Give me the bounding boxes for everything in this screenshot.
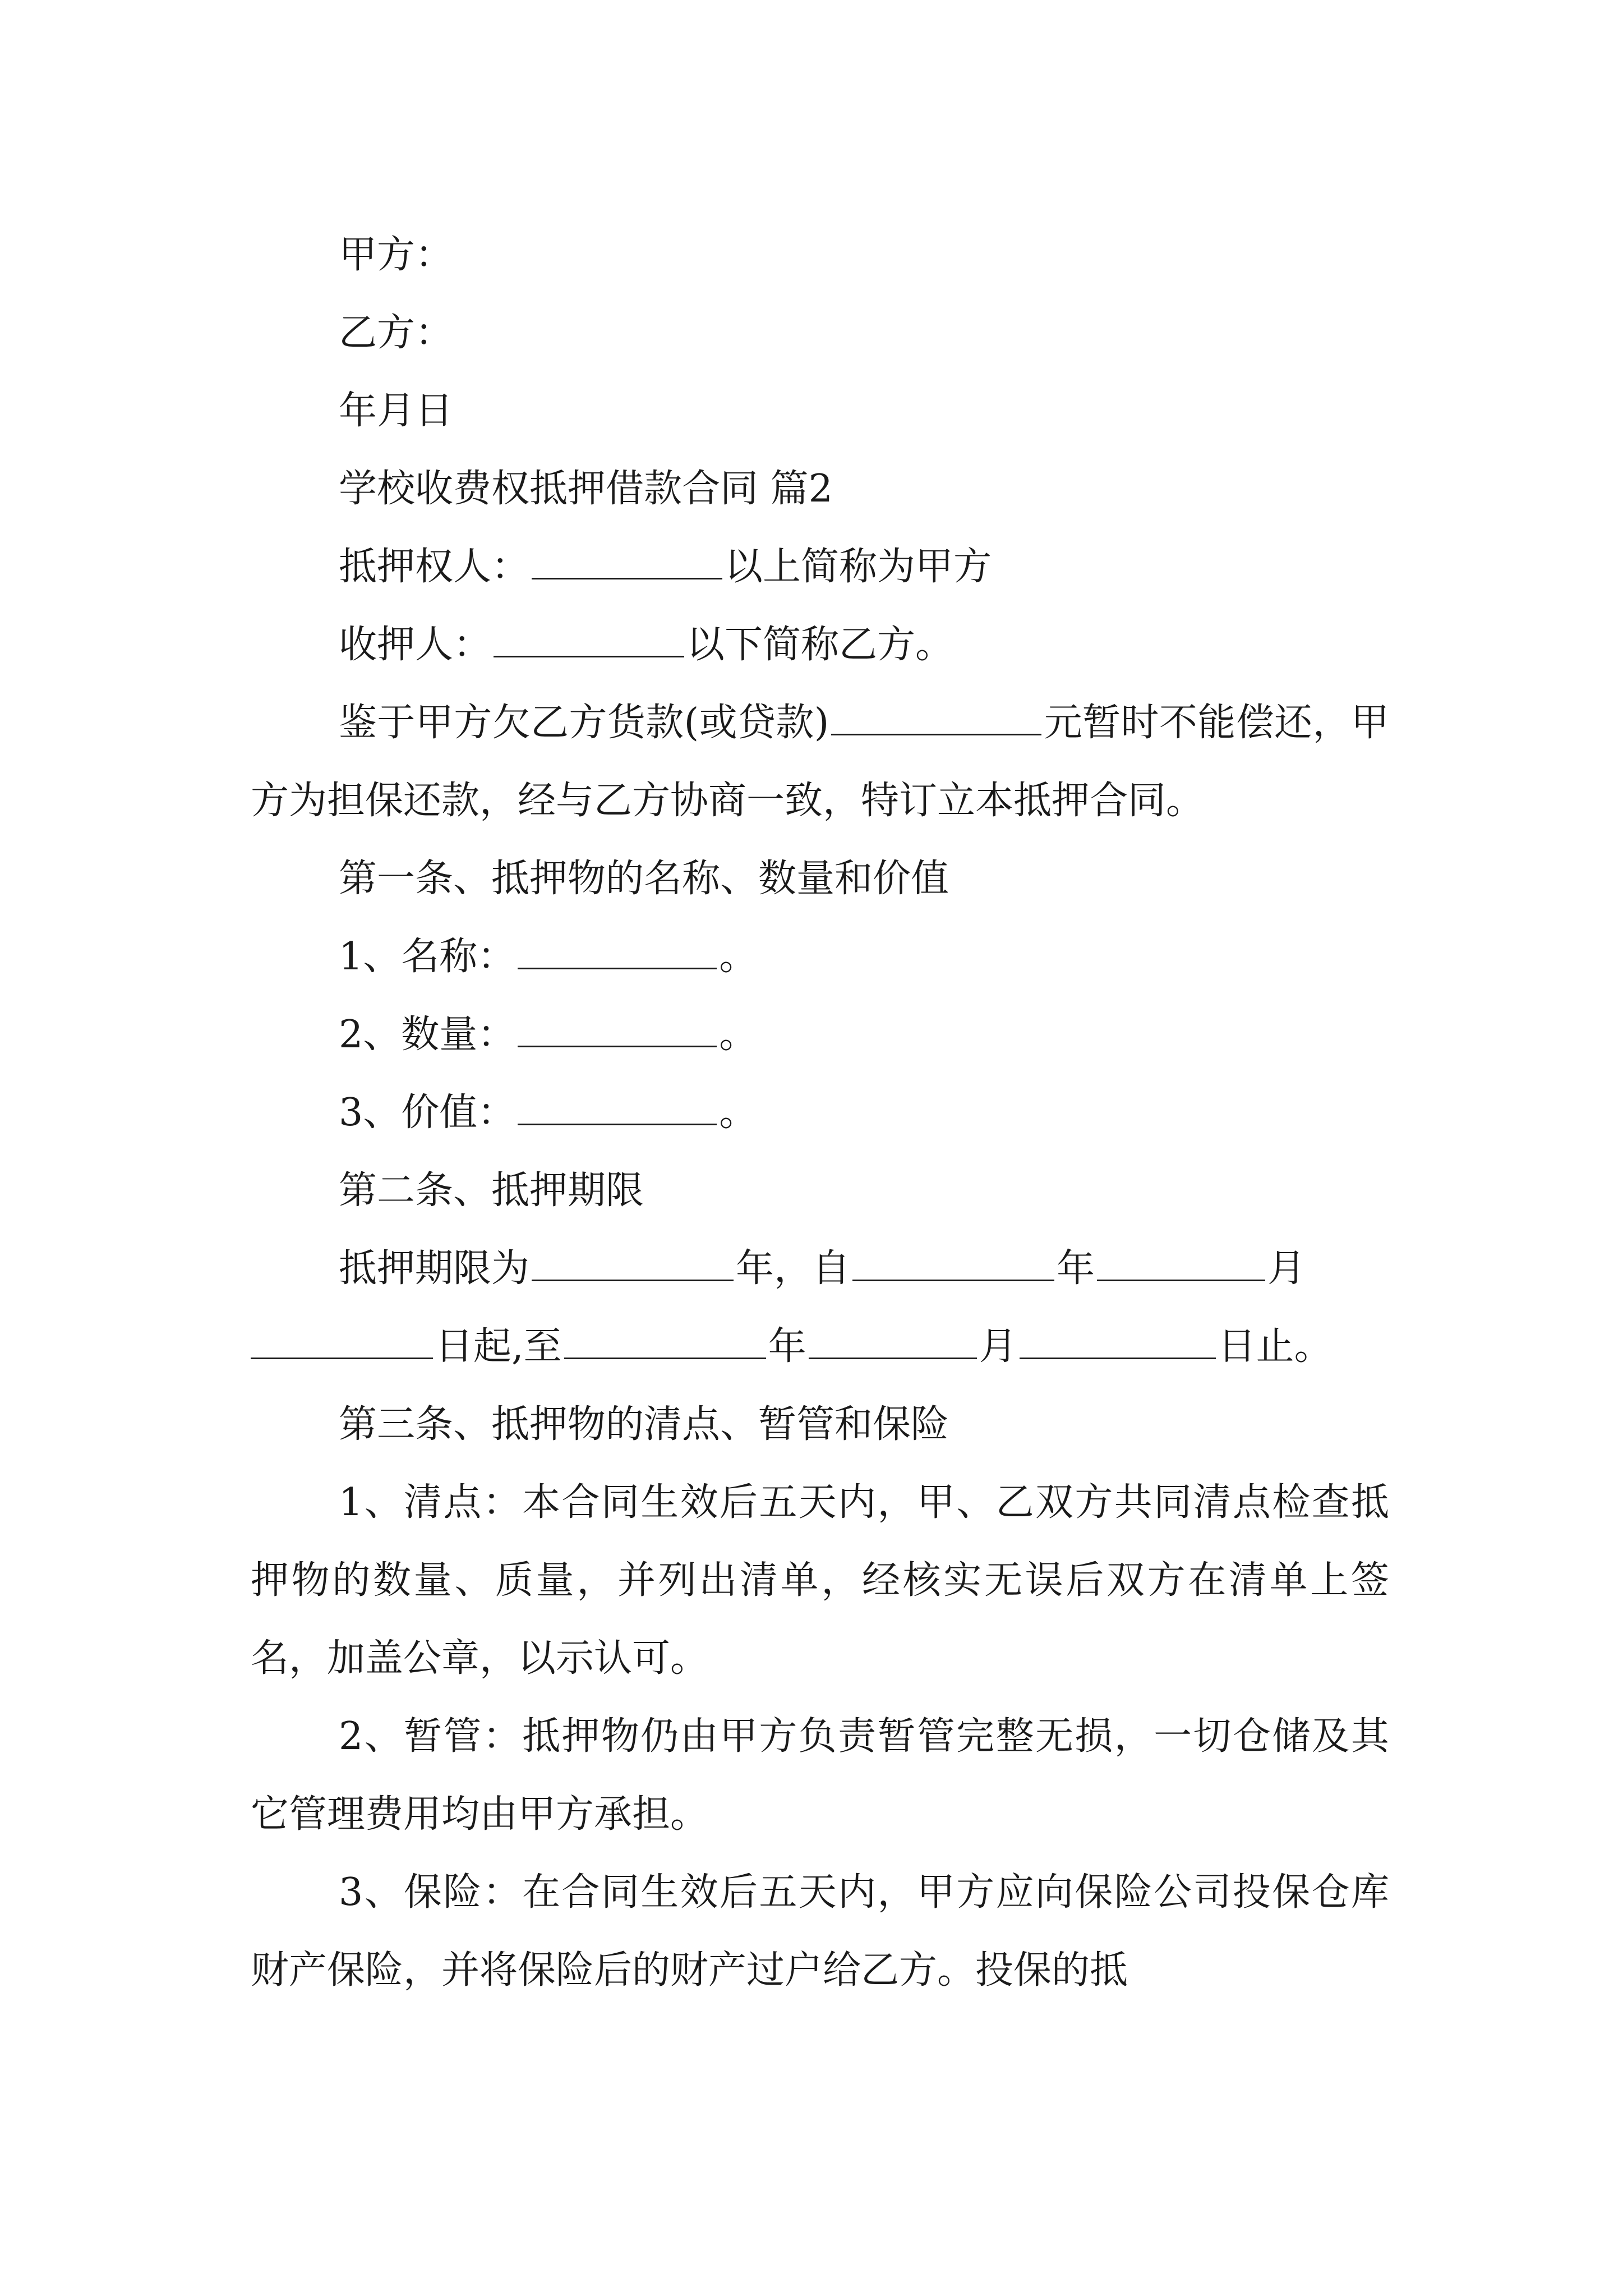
pledgee-prefix: 收押人： <box>339 623 492 667</box>
item-value-label: 3、价值： <box>339 1091 516 1135</box>
item-quantity-end: 。 <box>719 1013 758 1057</box>
date-label: 年月日 <box>339 389 454 433</box>
article-1-item-quantity <box>251 996 1389 1074</box>
mortgagee-blank <box>532 545 722 579</box>
party-a-line <box>251 216 1389 294</box>
pledgee-line <box>251 606 1389 684</box>
end-year-blank <box>564 1325 766 1359</box>
contract-title-text: 学校收费权抵押借款合同 篇2 <box>339 467 833 511</box>
end-month-unit: 月 <box>979 1324 1017 1369</box>
item-name-end: 。 <box>719 935 758 979</box>
preamble-part-1: 鉴于甲方欠乙方货款(或贷款) <box>339 701 829 745</box>
item-quantity-blank <box>518 1013 717 1047</box>
party-b-line <box>251 294 1389 372</box>
start-day-blank <box>251 1325 433 1359</box>
article-1-title <box>251 840 1389 918</box>
preamble-paragraph <box>251 684 1389 840</box>
article-2-title <box>251 1152 1389 1230</box>
article-3-custody-text: 2、暂管：抵押物仍由甲方负责暂管完整无损，一切仓储及其它管理费用均由甲方承担。 <box>251 1714 1389 1837</box>
mortgagee-line <box>251 528 1389 606</box>
term-years-blank <box>532 1247 734 1281</box>
item-name-blank <box>518 935 717 969</box>
party-a-label: 甲方： <box>339 233 454 277</box>
item-value-end: 。 <box>719 1091 758 1135</box>
document-body <box>251 216 1389 2009</box>
pledgee-blank <box>494 623 684 657</box>
date-line <box>251 372 1389 450</box>
article-3-inventory-text: 1、清点：本合同生效后五天内，甲、乙双方共同清点检查抵押物的数量、质量，并列出清单，经核实无误后双方在清单上签名，加盖公章，以示认可。 <box>251 1480 1389 1681</box>
item-quantity-label: 2、数量： <box>339 1013 516 1057</box>
term-from: 年，自 <box>736 1246 851 1291</box>
contract-title <box>251 450 1389 528</box>
start-year-blank <box>852 1247 1054 1281</box>
item-name-label: 1、名称： <box>339 935 516 979</box>
article-2-line-2 <box>251 1308 1389 1386</box>
article-3-insurance <box>251 1853 1389 2009</box>
article-3-inventory <box>251 1464 1389 1697</box>
article-1-item-name <box>251 918 1389 996</box>
mortgagee-suffix: 以上简称为甲方 <box>725 545 992 589</box>
article-3-title <box>251 1386 1389 1464</box>
article-3-insurance-text: 3、保险：在合同生效后五天内，甲方应向保险公司投保仓库财产保险，并将保险后的财产过户给乙方。投保的抵 <box>251 1870 1389 1993</box>
pledgee-suffix: 以下简称乙方。 <box>686 623 954 667</box>
end-month-blank <box>809 1325 977 1359</box>
debt-amount-blank <box>831 701 1041 735</box>
item-value-blank <box>518 1091 717 1125</box>
term-prefix: 抵押期限为 <box>339 1246 530 1291</box>
end-day-blank <box>1020 1325 1216 1359</box>
start-month-blank <box>1097 1247 1265 1281</box>
preamble-part-2: 元暂时不能偿还，甲方为担保还款，经与乙方协商一致，特订立本抵押合同。 <box>251 701 1389 823</box>
article-2-line-1 <box>251 1230 1389 1308</box>
article-1-title-text: 第一条、抵押物的名称、数量和价值 <box>339 857 949 901</box>
end-day-unit: 日止。 <box>1218 1324 1332 1369</box>
start-day-unit: 日起,至 <box>435 1324 562 1369</box>
mortgagee-prefix: 抵押权人： <box>339 545 530 589</box>
article-3-custody <box>251 1697 1389 1853</box>
article-3-title-text: 第三条、抵押物的清点、暂管和保险 <box>339 1402 949 1447</box>
article-2-title-text: 第二条、抵押期限 <box>339 1168 644 1213</box>
end-year-unit: 年 <box>768 1324 806 1369</box>
start-month-unit: 月 <box>1267 1246 1306 1291</box>
party-b-label: 乙方： <box>339 311 454 355</box>
start-year-unit: 年 <box>1057 1246 1095 1291</box>
article-1-item-value <box>251 1074 1389 1152</box>
